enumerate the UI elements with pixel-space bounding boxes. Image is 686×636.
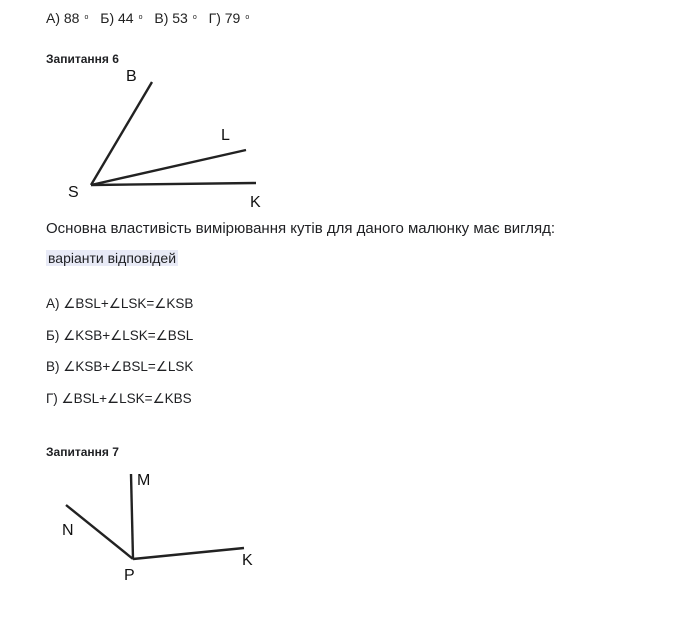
ray-sk [91,183,256,185]
prev-option-a[interactable]: А) 88 $^о$ [46,10,89,26]
degree-sign: о [84,14,89,21]
question-6-title: Запитання 6 [46,52,119,66]
question-6-prompt: Основна властивість вимірювання кутів для даного малюнку має вигляд: [46,220,556,237]
label-l: L [221,127,230,144]
degree-sign: о [138,14,143,21]
ray-pk [133,548,244,559]
prev-option-d[interactable]: Г) 79 $^о$ [208,10,250,26]
ray-pm [131,474,133,559]
ray-sl [91,150,246,185]
label-n: N [62,522,74,539]
question-6-figure [68,68,261,211]
prev-option-c[interactable]: В) 53 $^о$ [154,10,197,26]
label-p: P [124,567,135,584]
label-b: B [126,68,137,85]
prev-option-b[interactable]: Б) 44 $^о$ [100,10,143,26]
answer-variants-label: варіанти відповідей [48,250,177,266]
question-7-title: Запитання 7 [46,445,119,459]
degree-sign: о [192,14,197,21]
ray-sb [91,82,152,185]
label-k7: K [242,552,253,569]
option-a[interactable]: А) ∠BSL+∠LSK=∠KSB [46,296,194,311]
question-7-figure [62,472,253,584]
label-s: S [68,184,79,201]
label-m: M [137,472,151,489]
degree-sign: о [245,14,250,21]
label-k: K [250,194,261,211]
ray-pn [66,505,133,559]
option-c[interactable]: В) ∠KSB+∠BSL=∠LSK [46,359,194,374]
option-d[interactable]: Г) ∠BSL+∠LSK=∠KBS [46,391,192,406]
option-b[interactable]: Б) ∠KSB+∠LSK=∠BSL [46,328,194,343]
